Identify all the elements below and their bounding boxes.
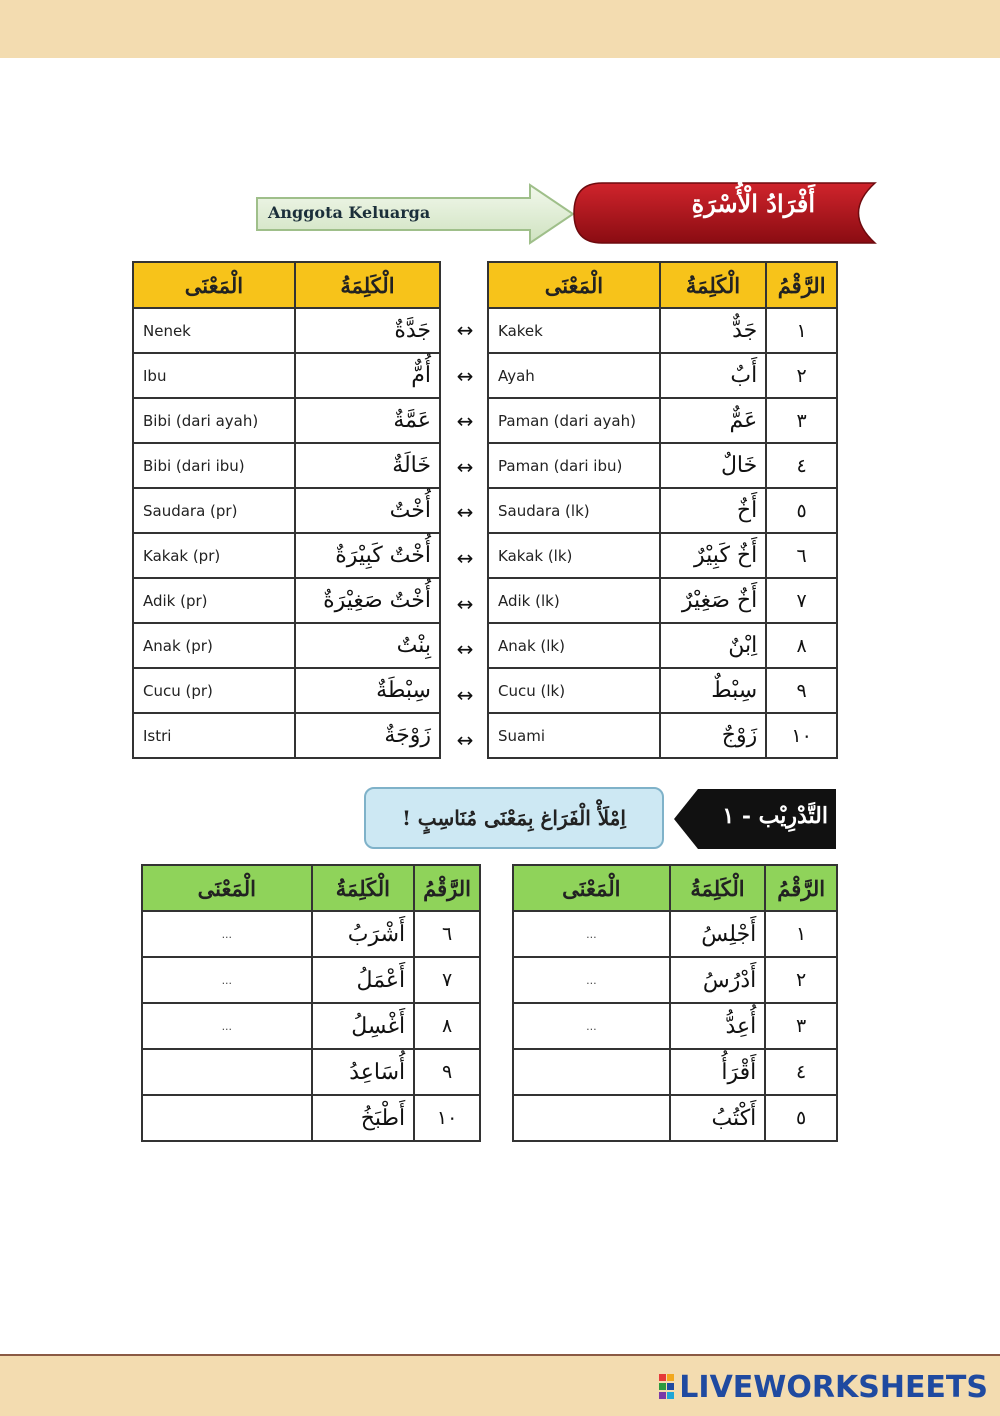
word-cell: سِبْطَةٌ: [295, 668, 440, 713]
word-cell: خَالٌ: [660, 443, 766, 488]
meaning-cell: Suami: [488, 713, 660, 758]
meaning-cell: Cucu (lk): [488, 668, 660, 713]
table-row: [488, 623, 837, 668]
table-row: [133, 578, 440, 623]
exercise-table-left: [141, 864, 481, 1142]
liveworksheets-logo[interactable]: [659, 1370, 988, 1405]
word-cell: أَجْلِسُ: [670, 911, 766, 957]
answer-field[interactable]: ...: [142, 1003, 312, 1049]
number-cell: ٨: [766, 623, 837, 668]
header-meaning: الْمَعْنَى: [488, 262, 660, 308]
table-row: [513, 1049, 837, 1095]
meaning-cell: Bibi (dari ibu): [133, 443, 295, 488]
number-cell: ٥: [765, 1095, 837, 1141]
header-number: الرَّقْمُ: [414, 865, 480, 911]
table-row: [513, 1095, 837, 1141]
word-cell: أُسَاعِدُ: [312, 1049, 415, 1095]
meaning-cell: Ayah: [488, 353, 660, 398]
table-row: [142, 1049, 480, 1095]
number-cell: ٧: [766, 578, 837, 623]
answer-field[interactable]: ...: [142, 957, 312, 1003]
number-cell: ٨: [414, 1003, 480, 1049]
subtitle-label: Anggota Keluarga: [268, 203, 431, 222]
word-cell: جَدٌّ: [660, 308, 766, 353]
number-cell: ٩: [766, 668, 837, 713]
word-cell: أَخٌ كَبِيْرٌ: [660, 533, 766, 578]
word-cell: أَكْتُبُ: [670, 1095, 766, 1141]
number-cell: ١: [766, 308, 837, 353]
word-cell: عَمٌّ: [660, 398, 766, 443]
word-cell: خَالَةٌ: [295, 443, 440, 488]
number-cell: ٤: [765, 1049, 837, 1095]
word-cell: زَوْجٌ: [660, 713, 766, 758]
word-cell: أُخْتٌ: [295, 488, 440, 533]
header-number: الرَّقْمُ: [766, 262, 837, 308]
meaning-cell: Kakek: [488, 308, 660, 353]
word-cell: بِنْتٌ: [295, 623, 440, 668]
number-cell: ١٠: [414, 1095, 480, 1141]
table-row: [133, 713, 440, 758]
table-row: [488, 713, 837, 758]
answer-field[interactable]: ...: [513, 911, 670, 957]
number-cell: ٢: [765, 957, 837, 1003]
header-meaning: الْمَعْنَى: [133, 262, 295, 308]
word-cell: أَغْسِلُ: [312, 1003, 415, 1049]
number-cell: ٦: [766, 533, 837, 578]
double-arrow-icon: ↔: [456, 409, 474, 434]
word-cell: أَعْمَلُ: [312, 957, 415, 1003]
meaning-cell: Nenek: [133, 308, 295, 353]
number-cell: ٤: [766, 443, 837, 488]
exercise-instruction: اِمْلَأْ الْفَرَاغ بِمَعْنَى مُنَاسِبٍ !: [364, 787, 664, 849]
word-cell: أَخٌ: [660, 488, 766, 533]
double-arrow-icon: ↔: [456, 591, 474, 616]
exercise-header-row: [513, 865, 837, 911]
meaning-cell: Istri: [133, 713, 295, 758]
answer-field[interactable]: ...: [513, 1003, 670, 1049]
header-meaning: الْمَعْنَى: [513, 865, 670, 911]
double-arrow-icon: ↔: [456, 545, 474, 570]
double-arrow-icon: ↔: [456, 318, 474, 342]
exercise-header-row: [142, 865, 480, 911]
word-cell: سِبْطٌ: [660, 668, 766, 713]
table-row: [488, 488, 837, 533]
table-row: [133, 353, 440, 398]
meaning-cell: Adik (lk): [488, 578, 660, 623]
table-row: [488, 308, 837, 353]
table-row: [488, 533, 837, 578]
table-row: [133, 488, 440, 533]
brand-name: LIVEWORKSHEETS: [679, 1370, 988, 1405]
vocab-table-right: [487, 261, 838, 759]
header-word: الْكَلِمَةُ: [660, 262, 766, 308]
meaning-cell: Saudara (lk): [488, 488, 660, 533]
meaning-cell: Kakak (lk): [488, 533, 660, 578]
meaning-cell: Anak (pr): [133, 623, 295, 668]
table-row: [133, 623, 440, 668]
word-cell: اِبْنٌ: [660, 623, 766, 668]
word-cell: جَدَّةٌ: [295, 308, 440, 353]
number-cell: ٧: [414, 957, 480, 1003]
double-arrow-icon: ↔: [456, 454, 474, 479]
double-arrow-icon: ↔: [456, 637, 474, 662]
number-cell: ٣: [765, 1003, 837, 1049]
word-cell: أُمٌّ: [295, 353, 440, 398]
word-cell: أَشْرَبُ: [312, 911, 415, 957]
number-cell: ٦: [414, 911, 480, 957]
word-cell: أَطْبَخُ: [312, 1095, 415, 1141]
page-title: أَفْرَادُ الْأُسْرَةِ: [691, 189, 815, 218]
word-cell: عَمَّةٌ: [295, 398, 440, 443]
double-arrow-icon: ↔: [456, 500, 474, 525]
vocab-table-left: [132, 261, 441, 759]
meaning-cell: Adik (pr): [133, 578, 295, 623]
number-cell: ٣: [766, 398, 837, 443]
word-cell: أَقْرَأُ: [670, 1049, 766, 1095]
exercise-table-right: [512, 864, 838, 1142]
table-row: [142, 1003, 480, 1049]
header-meaning: الْمَعْنَى: [142, 865, 312, 911]
answer-field[interactable]: ...: [513, 957, 670, 1003]
number-cell: ٩: [414, 1049, 480, 1095]
double-arrow-icon: ↔: [456, 363, 474, 388]
table-row: [488, 398, 837, 443]
top-band: [0, 0, 1000, 58]
number-cell: ١٠: [766, 713, 837, 758]
word-cell: أَخٌ صَغِيْرٌ: [660, 578, 766, 623]
number-cell: ١: [765, 911, 837, 957]
table-row: [133, 398, 440, 443]
word-cell: زَوْجَةٌ: [295, 713, 440, 758]
liveworksheets-logo-icon: [659, 1374, 675, 1400]
word-cell: أُخْتٌ كَبِيْرَةٌ: [295, 533, 440, 578]
header-word: الْكَلِمَةُ: [312, 865, 415, 911]
meaning-cell: Paman (dari ibu): [488, 443, 660, 488]
table-row: [142, 911, 480, 957]
meaning-cell: Cucu (pr): [133, 668, 295, 713]
table-row: [488, 443, 837, 488]
pair-arrows: [448, 308, 482, 764]
table-row: [513, 957, 837, 1003]
word-cell: أُعِدُّ: [670, 1003, 766, 1049]
word-cell: أُخْتٌ صَغِيْرَةٌ: [295, 578, 440, 623]
table-row: [133, 308, 440, 353]
meaning-cell: Saudara (pr): [133, 488, 295, 533]
footer-band: [0, 1354, 1000, 1416]
meaning-cell: Ibu: [133, 353, 295, 398]
table-row: [133, 533, 440, 578]
meaning-cell: Bibi (dari ayah): [133, 398, 295, 443]
meaning-cell: Kakak (pr): [133, 533, 295, 578]
vocab-header-row: [488, 262, 837, 308]
number-cell: ٢: [766, 353, 837, 398]
double-arrow-icon: ↔: [456, 682, 474, 707]
double-arrow-icon: ↔: [456, 728, 474, 753]
number-cell: ٥: [766, 488, 837, 533]
answer-field[interactable]: [142, 1049, 312, 1095]
header-number: الرَّقْمُ: [765, 865, 837, 911]
table-row: [488, 353, 837, 398]
answer-field[interactable]: [142, 1095, 312, 1141]
table-row: [133, 668, 440, 713]
answer-field[interactable]: [513, 1049, 670, 1095]
table-row: [133, 443, 440, 488]
table-row: [513, 911, 837, 957]
word-cell: أَدْرُسُ: [670, 957, 766, 1003]
meaning-cell: Paman (dari ayah): [488, 398, 660, 443]
meaning-cell: Anak (lk): [488, 623, 660, 668]
answer-field[interactable]: [513, 1095, 670, 1141]
table-row: [488, 578, 837, 623]
header-word: الْكَلِمَةُ: [295, 262, 440, 308]
answer-field[interactable]: ...: [142, 911, 312, 957]
table-row: [488, 668, 837, 713]
table-row: [142, 1095, 480, 1141]
vocab-header-row: [133, 262, 440, 308]
exercise-label: التَّدْرِيْب - ١: [722, 803, 828, 829]
header-word: الْكَلِمَةُ: [670, 865, 766, 911]
word-cell: أَبٌ: [660, 353, 766, 398]
table-row: [142, 957, 480, 1003]
table-row: [513, 1003, 837, 1049]
